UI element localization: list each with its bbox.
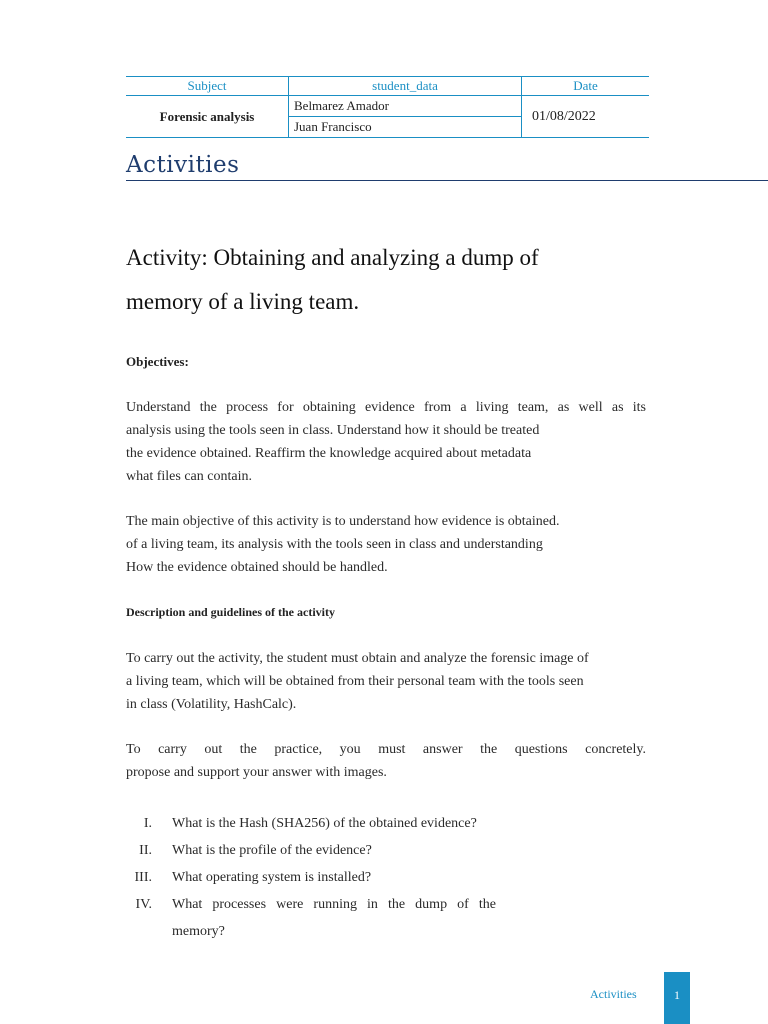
- question-text: What is the profile of the evidence?: [172, 843, 372, 858]
- header-table: [126, 76, 649, 138]
- list-item: [126, 837, 526, 864]
- paragraph-line: in class (Volatility, HashCalc).: [126, 697, 297, 712]
- activity-title-line-2: memory of a living team.: [126, 289, 360, 314]
- page-number: 1: [664, 972, 690, 1024]
- question-number: IV.: [135, 897, 152, 912]
- activity-title: [126, 236, 646, 324]
- footer-label: Activities: [590, 987, 637, 1001]
- section-divider: [126, 180, 768, 181]
- question-text: What is the Hash (SHA256) of the obtained evidence?: [172, 816, 477, 831]
- paragraph-line: The main objective of this activity is to understand how evidence is obtained.: [126, 514, 560, 529]
- question-number: III.: [134, 870, 152, 885]
- paragraph-objectives: [126, 396, 646, 488]
- paragraph-line: analysis using the tools seen in class. Understand how it should be treated: [126, 423, 540, 438]
- paragraph-line: How the evidence obtained should be handled.: [126, 560, 388, 575]
- question-number: I.: [143, 816, 152, 831]
- paragraph-main-objective: [126, 510, 646, 579]
- activity-title-line-1: Activity: Obtaining and analyzing a dump of: [126, 245, 539, 270]
- paragraph-line: To carry out the practice, you must answer the questions concretely.: [126, 742, 646, 757]
- questions-list: [126, 810, 526, 945]
- section-title: Activities: [126, 152, 240, 178]
- paragraph-line: what files can contain.: [126, 469, 252, 484]
- objectives-heading: Objectives:: [126, 354, 189, 369]
- paragraph-line: a living team, which will be obtained from their personal team with the tools seen: [126, 674, 584, 689]
- column-date: Date: [522, 77, 650, 96]
- paragraph-practice: [126, 738, 646, 784]
- question-text: What processes were running in the dump of the memory?: [172, 897, 496, 939]
- column-subject: Subject: [126, 77, 289, 96]
- paragraph-description: [126, 647, 646, 716]
- list-item: [126, 864, 526, 891]
- list-item: [126, 810, 526, 837]
- list-item: [126, 891, 496, 945]
- subject-value: Forensic analysis: [126, 96, 289, 138]
- paragraph-line: propose and support your answer with images.: [126, 765, 387, 780]
- description-heading: Description and guidelines of the activity: [126, 605, 335, 619]
- paragraph-line: To carry out the activity, the student must obtain and analyze the forensic image of: [126, 651, 589, 666]
- question-text: What operating system is installed?: [172, 870, 372, 885]
- student-line-2: Juan Francisco: [289, 117, 522, 138]
- paragraph-line: Understand the process for obtaining evidence from a living team, as well as its: [126, 400, 646, 415]
- paragraph-line: the evidence obtained. Reaffirm the knowledge acquired about metadata: [126, 446, 532, 461]
- column-student-data: student_data: [289, 77, 522, 96]
- student-line-1: Belmarez Amador: [289, 96, 522, 117]
- paragraph-line: of a living team, its analysis with the tools seen in class and understanding: [126, 537, 543, 552]
- question-number: II.: [139, 843, 152, 858]
- date-value: 01/08/2022: [522, 96, 650, 138]
